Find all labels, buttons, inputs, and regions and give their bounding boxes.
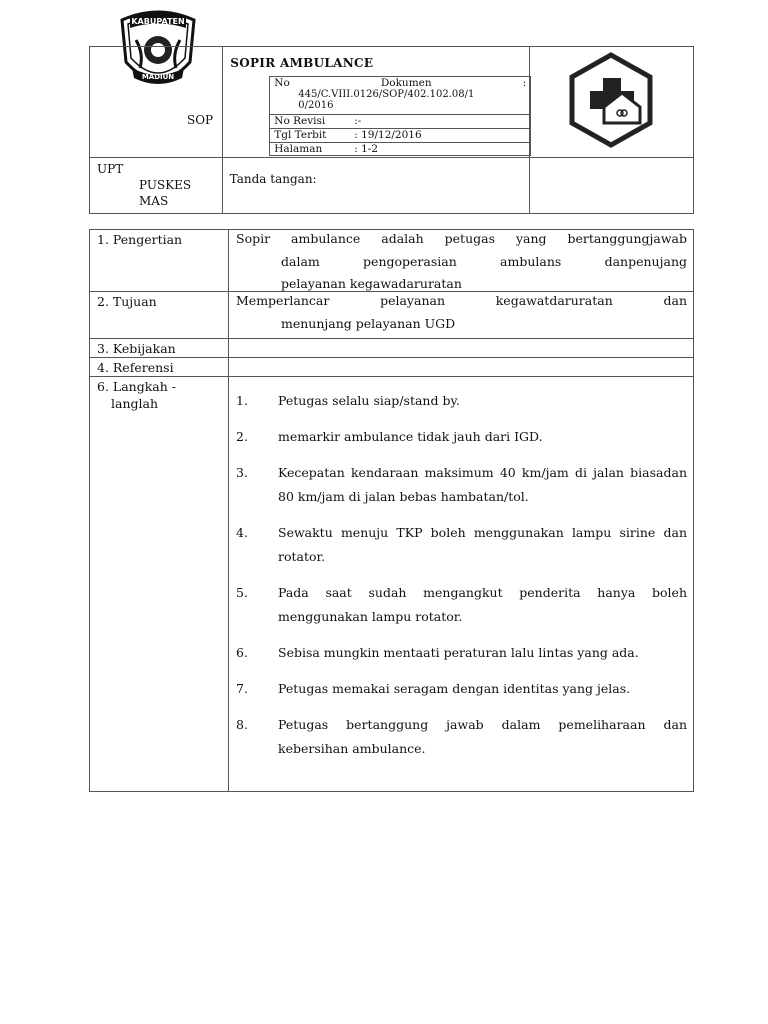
tanda-tangan: Tanda tangan: — [222, 158, 529, 214]
list-item: 5. Pada saat sudah mengangkut penderita hanya boleh menggunakan lampu rotator. — [236, 585, 687, 624]
document-meta-table — [269, 76, 531, 156]
no-revisi-row: No Revisi :- — [270, 115, 531, 129]
sop-content-table — [89, 229, 694, 792]
referensi-label: 4. Referensi — [90, 358, 229, 377]
steps-list — [236, 389, 687, 765]
list-item: 6. Sebisa mungkin mentaati peraturan lalu lintas yang ada. — [236, 645, 639, 660]
puskesmas-cross-house-icon — [530, 47, 693, 157]
langkah-steps — [229, 377, 694, 792]
list-item: 4. Sewaktu menuju TKP boleh menggunakan lampu sirine dan rotator. — [236, 525, 687, 564]
list-item: 2. memarkir ambulance tidak jauh dari IGD. — [236, 429, 543, 444]
no-dokumen-row: No Dokumen : 445/C.VIII.0126/SOP/402.102.08/1 0/2016 — [270, 77, 531, 115]
pengertian-text: Sopir ambulance adalah petugas yang bertanggungjawab dalam pengoperasian ambulans danpenujang pelayanan kegawadaruratan — [229, 230, 694, 292]
langkah-label: 6. Langkah - langlah — [90, 377, 229, 792]
document-info-cell — [230, 47, 529, 158]
list-item: 8. Petugas bertanggung jawab dalam pemeliharaan dan kebersihan ambulance. — [236, 717, 687, 756]
no-dokumen-value: 445/C.VIII.0126/SOP/402.102.08/1 0/2016 — [298, 89, 475, 111]
puskesmas-logo-cell — [529, 47, 693, 158]
kebijakan-label: 3. Kebijakan — [90, 339, 229, 358]
tujuan-label: 2. Tujuan — [90, 292, 229, 339]
sop-label-cell — [90, 47, 223, 158]
list-item: 1. Petugas selalu siap/stand by. — [236, 393, 460, 408]
list-item: 7. Petugas memakai seragam dengan identitas yang jelas. — [236, 681, 631, 696]
sop-title: SOPIR AMBULANCE — [230, 56, 374, 70]
tgl-terbit-row: Tgl Terbit : 19/12/2016 — [270, 129, 531, 143]
sop-label: SOP — [187, 113, 214, 127]
tujuan-text: Memperlancar pelayanan kegawatdaruratan dan menunjang pelayanan UGD — [229, 292, 694, 339]
list-item: 3. Kecepatan kendaraan maksimum 40 km/jam di jalan biasadan 80 km/jam di jalan bebas hambatan/tol. — [236, 465, 687, 504]
svg-text:MADIUN: MADIUN — [141, 73, 175, 81]
sop-header-table — [89, 46, 694, 214]
halaman-row: Halaman : 1-2 — [270, 143, 531, 156]
upt-cell: UPT PUSKES MAS — [90, 158, 223, 214]
pengertian-label: 1. Pengertian — [90, 230, 229, 292]
svg-text:KABUPATEN: KABUPATEN — [131, 17, 185, 26]
